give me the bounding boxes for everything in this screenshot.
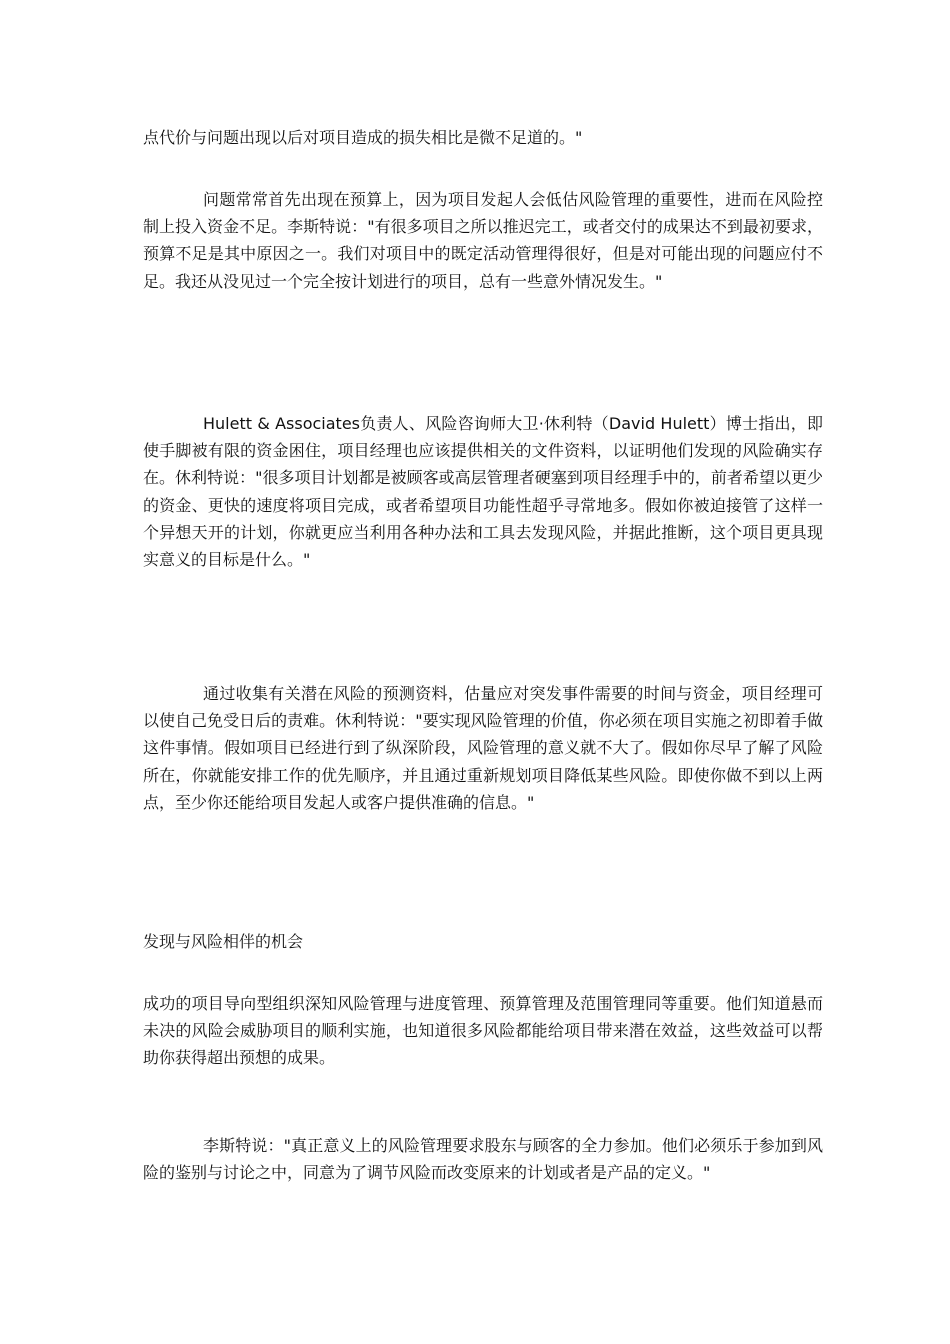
paragraph-risk-forecast: 通过收集有关潜在风险的预测资料，估量应对突发事件需要的时间与资金，项目经理可以使自己免受日后的责难。休利特说："要实现风险管理的价值，你必须在项目实施之初即着手做这件事情。假如项目已经进行到了纵深阶段，风险管理的意义就不大了。假如你尽早了解了风险所在，你就能安排工作的优先顺序，并且通过重新规划项目降低某些风险。即使你做不到以上两点，至少你还能给项目发起人或客户提供准确的信息。": [143, 684, 823, 812]
paragraph-hulett-documentation: Hulett & Associates负责人、风险咨询师大卫·休利特（David Hulett）博士指出，即使手脚被有限的资金困住，项目经理也应该提供相关的文件资料，以证明他们发现的风险确实存在。休利特说："很多项目计划都是被顾客或高层管理者硬塞到项目经理手中的，前者希望以更少的资金、更快的速度将项目完成，或者希望项目功能性超乎寻常地多。假如你被迫接管了这样一个异想天开的计划，你就更应当利用各种办法和工具去发现风险，并据此推断，这个项目更具现实意义的目标是什么。": [143, 414, 823, 570]
paragraph-stakeholder-participation: 李斯特说："真正意义上的风险管理要求股东与顾客的全力参加。他们必须乐于参加到风险的鉴别与讨论之中，同意为了调节风险而改变原来的计划或者是产品的定义。": [143, 1136, 823, 1183]
paragraph-continuation: 点代价与问题出现以后对项目造成的损失相比是微不足道的。": [143, 128, 583, 147]
paragraph-opportunity: 成功的项目导向型组织深知风险管理与进度管理、预算管理及范围管理同等重要。他们知道悬而未决的风险会威胁项目的顺利实施，也知道很多风险都能给项目带来潜在效益，这些效益可以帮助你获得超出预想的成果。: [143, 994, 823, 1068]
paragraph-budget-risk: 问题常常首先出现在预算上，因为项目发起人会低估风险管理的重要性，进而在风险控制上投入资金不足。李斯特说："有很多项目之所以推迟完工，或者交付的成果达不到最初要求，预算不足是其中原因之一。我们对项目中的既定活动管理得很好，但是对可能出现的问题应付不足。我还从没见过一个完全按计划进行的项目，总有一些意外情况发生。": [143, 190, 823, 291]
section-heading: 发现与风险相伴的机会: [143, 932, 304, 951]
